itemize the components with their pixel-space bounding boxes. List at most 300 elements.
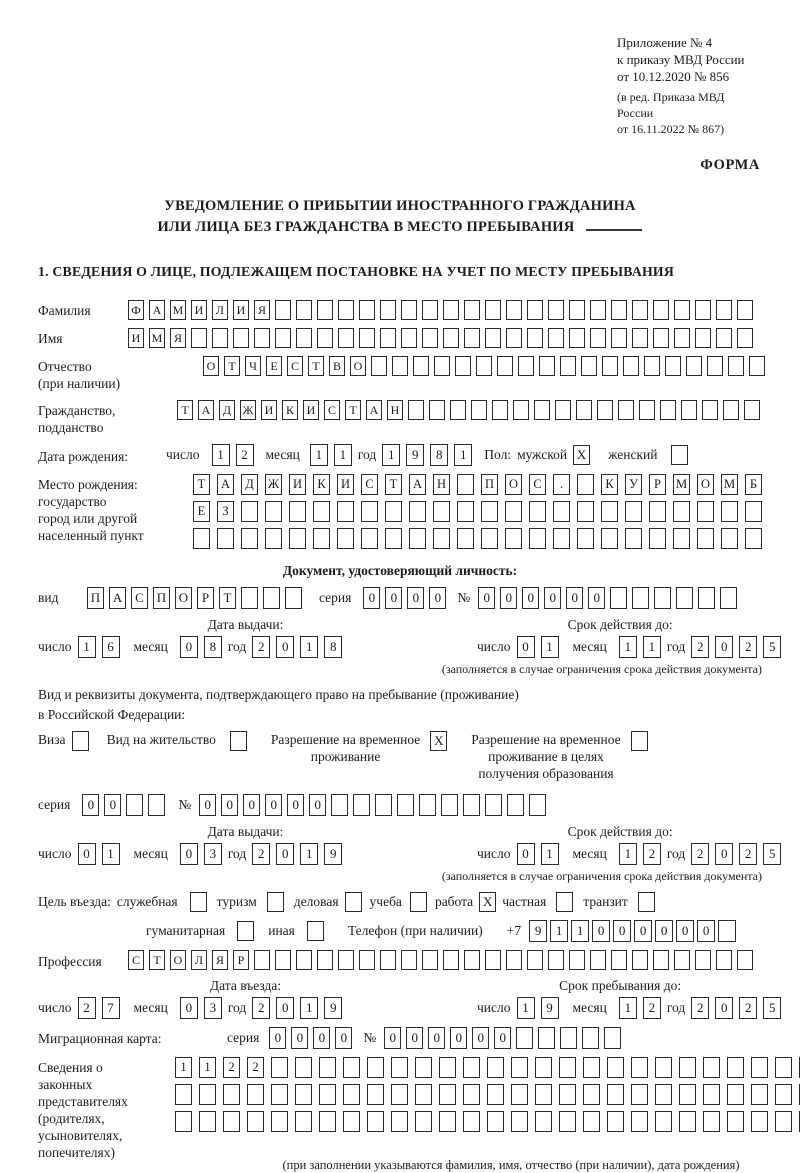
profession-cells[interactable] <box>128 950 758 970</box>
char-cell[interactable]: 0 <box>78 843 96 865</box>
char-cell[interactable] <box>419 794 436 816</box>
char-cell[interactable] <box>721 528 738 549</box>
char-cell[interactable] <box>464 950 480 970</box>
char-cell[interactable]: 0 <box>715 843 733 865</box>
char-cell[interactable]: 1 <box>454 444 472 466</box>
char-cell[interactable] <box>275 950 291 970</box>
char-cell[interactable]: А <box>217 474 234 495</box>
char-cell[interactable] <box>485 950 501 970</box>
char-cell[interactable]: 0 <box>276 636 294 658</box>
char-cell[interactable]: М <box>170 300 186 320</box>
char-cell[interactable]: С <box>131 587 148 609</box>
char-cell[interactable] <box>625 528 642 549</box>
residence-valid-day-cells[interactable] <box>517 843 565 865</box>
char-cell[interactable] <box>660 400 676 420</box>
doc-series-cells[interactable] <box>363 587 451 609</box>
char-cell[interactable] <box>576 400 592 420</box>
char-cell[interactable]: К <box>601 474 618 495</box>
char-cell[interactable]: 1 <box>517 997 535 1019</box>
char-cell[interactable] <box>555 400 571 420</box>
char-cell[interactable] <box>695 328 711 348</box>
char-cell[interactable] <box>727 1111 744 1132</box>
char-cell[interactable]: 0 <box>406 1027 423 1049</box>
char-cell[interactable] <box>695 300 711 320</box>
char-cell[interactable] <box>463 1057 480 1078</box>
char-cell[interactable] <box>655 1111 672 1132</box>
char-cell[interactable] <box>559 1057 576 1078</box>
char-cell[interactable] <box>429 400 445 420</box>
purpose-tourism-checkbox[interactable] <box>267 892 284 912</box>
char-cell[interactable] <box>679 1057 696 1078</box>
identity-issue-day-cells[interactable] <box>78 636 126 658</box>
char-cell[interactable] <box>527 300 543 320</box>
surname-cells[interactable] <box>128 300 758 320</box>
char-cell[interactable]: И <box>128 328 144 348</box>
char-cell[interactable]: 0 <box>385 587 402 609</box>
char-cell[interactable]: 0 <box>243 794 260 816</box>
char-cell[interactable]: Д <box>241 474 258 495</box>
entry-day-cells[interactable] <box>78 997 126 1019</box>
char-cell[interactable]: 9 <box>406 444 424 466</box>
char-cell[interactable] <box>590 300 606 320</box>
char-cell[interactable]: 0 <box>384 1027 401 1049</box>
char-cell[interactable] <box>338 950 354 970</box>
char-cell[interactable] <box>548 300 564 320</box>
char-cell[interactable]: 0 <box>221 794 238 816</box>
char-cell[interactable] <box>655 1084 672 1105</box>
char-cell[interactable] <box>632 328 648 348</box>
char-cell[interactable]: 0 <box>291 1027 308 1049</box>
char-cell[interactable] <box>703 1111 720 1132</box>
char-cell[interactable] <box>457 528 474 549</box>
char-cell[interactable] <box>590 950 606 970</box>
char-cell[interactable] <box>577 474 594 495</box>
char-cell[interactable]: 1 <box>541 843 559 865</box>
residence-permit-checkbox[interactable] <box>230 731 247 751</box>
char-cell[interactable] <box>698 587 715 609</box>
char-cell[interactable]: 1 <box>300 997 318 1019</box>
char-cell[interactable] <box>718 920 736 942</box>
char-cell[interactable]: 2 <box>643 997 661 1019</box>
char-cell[interactable] <box>569 950 585 970</box>
char-cell[interactable] <box>751 1111 768 1132</box>
char-cell[interactable]: 2 <box>691 843 709 865</box>
representatives-cells-line1[interactable] <box>175 1057 800 1078</box>
char-cell[interactable] <box>175 1111 192 1132</box>
char-cell[interactable] <box>223 1084 240 1105</box>
char-cell[interactable]: 0 <box>522 587 539 609</box>
char-cell[interactable]: О <box>697 474 714 495</box>
char-cell[interactable] <box>380 950 396 970</box>
char-cell[interactable]: 0 <box>450 1027 467 1049</box>
char-cell[interactable]: 2 <box>247 1057 264 1078</box>
char-cell[interactable]: С <box>529 474 546 495</box>
char-cell[interactable] <box>271 1084 288 1105</box>
char-cell[interactable]: 0 <box>592 920 610 942</box>
char-cell[interactable] <box>553 528 570 549</box>
char-cell[interactable] <box>476 356 492 376</box>
char-cell[interactable]: 1 <box>619 636 637 658</box>
char-cell[interactable]: 1 <box>643 636 661 658</box>
char-cell[interactable] <box>775 1084 792 1105</box>
char-cell[interactable]: Я <box>170 328 186 348</box>
char-cell[interactable] <box>367 1111 384 1132</box>
char-cell[interactable] <box>655 1057 672 1078</box>
char-cell[interactable] <box>271 1111 288 1132</box>
char-cell[interactable] <box>391 1057 408 1078</box>
char-cell[interactable]: 1 <box>300 843 318 865</box>
char-cell[interactable] <box>673 528 690 549</box>
char-cell[interactable] <box>296 950 312 970</box>
char-cell[interactable] <box>676 587 693 609</box>
residence-issue-year-cells[interactable] <box>252 843 348 865</box>
char-cell[interactable] <box>409 501 426 522</box>
char-cell[interactable] <box>737 950 753 970</box>
char-cell[interactable] <box>367 1057 384 1078</box>
char-cell[interactable]: 0 <box>472 1027 489 1049</box>
char-cell[interactable]: 8 <box>324 636 342 658</box>
char-cell[interactable]: 0 <box>478 587 495 609</box>
char-cell[interactable]: Т <box>219 587 236 609</box>
char-cell[interactable] <box>560 356 576 376</box>
char-cell[interactable] <box>745 501 762 522</box>
char-cell[interactable] <box>618 400 634 420</box>
char-cell[interactable] <box>631 1111 648 1132</box>
char-cell[interactable] <box>497 356 513 376</box>
char-cell[interactable]: 2 <box>739 843 757 865</box>
char-cell[interactable]: И <box>337 474 354 495</box>
char-cell[interactable]: 0 <box>634 920 652 942</box>
char-cell[interactable] <box>434 356 450 376</box>
char-cell[interactable] <box>457 501 474 522</box>
char-cell[interactable]: 6 <box>102 636 120 658</box>
char-cell[interactable] <box>422 328 438 348</box>
birth-place-cells-line1[interactable] <box>193 474 769 495</box>
char-cell[interactable] <box>529 794 546 816</box>
purpose-business-checkbox[interactable] <box>345 892 362 912</box>
char-cell[interactable]: Д <box>219 400 235 420</box>
representatives-cells-line3[interactable] <box>175 1111 800 1132</box>
char-cell[interactable] <box>505 501 522 522</box>
purpose-humanitarian-checkbox[interactable] <box>237 921 254 941</box>
char-cell[interactable] <box>401 300 417 320</box>
char-cell[interactable]: 1 <box>175 1057 192 1078</box>
char-cell[interactable]: Т <box>308 356 324 376</box>
char-cell[interactable] <box>527 950 543 970</box>
char-cell[interactable] <box>433 501 450 522</box>
char-cell[interactable]: И <box>191 300 207 320</box>
char-cell[interactable]: Ч <box>245 356 261 376</box>
char-cell[interactable] <box>506 950 522 970</box>
char-cell[interactable]: 0 <box>655 920 673 942</box>
char-cell[interactable] <box>401 950 417 970</box>
char-cell[interactable]: 0 <box>428 1027 445 1049</box>
char-cell[interactable]: Р <box>649 474 666 495</box>
char-cell[interactable] <box>485 328 501 348</box>
representatives-cells-line2[interactable] <box>175 1084 800 1105</box>
char-cell[interactable] <box>581 356 597 376</box>
char-cell[interactable] <box>686 356 702 376</box>
char-cell[interactable] <box>391 1111 408 1132</box>
purpose-other-checkbox[interactable] <box>307 921 324 941</box>
char-cell[interactable] <box>319 1111 336 1132</box>
char-cell[interactable] <box>639 400 655 420</box>
char-cell[interactable] <box>665 356 681 376</box>
birth-year-cells[interactable] <box>382 444 478 466</box>
char-cell[interactable]: А <box>366 400 382 420</box>
char-cell[interactable] <box>625 501 642 522</box>
char-cell[interactable]: И <box>233 300 249 320</box>
char-cell[interactable] <box>199 1111 216 1132</box>
char-cell[interactable] <box>516 1027 533 1049</box>
char-cell[interactable] <box>471 400 487 420</box>
char-cell[interactable] <box>611 300 627 320</box>
char-cell[interactable]: О <box>350 356 366 376</box>
char-cell[interactable] <box>359 300 375 320</box>
char-cell[interactable]: 0 <box>544 587 561 609</box>
char-cell[interactable]: 0 <box>199 794 216 816</box>
char-cell[interactable] <box>317 328 333 348</box>
char-cell[interactable]: Ж <box>240 400 256 420</box>
char-cell[interactable]: Б <box>745 474 762 495</box>
char-cell[interactable]: 0 <box>494 1027 511 1049</box>
char-cell[interactable]: О <box>505 474 522 495</box>
char-cell[interactable]: 1 <box>212 444 230 466</box>
char-cell[interactable] <box>485 794 502 816</box>
char-cell[interactable]: 0 <box>566 587 583 609</box>
char-cell[interactable] <box>275 328 291 348</box>
char-cell[interactable]: 1 <box>382 444 400 466</box>
char-cell[interactable] <box>265 501 282 522</box>
char-cell[interactable] <box>553 501 570 522</box>
char-cell[interactable]: 8 <box>204 636 222 658</box>
char-cell[interactable] <box>439 1111 456 1132</box>
char-cell[interactable]: И <box>261 400 277 420</box>
char-cell[interactable]: К <box>313 474 330 495</box>
char-cell[interactable]: 1 <box>571 920 589 942</box>
char-cell[interactable]: 0 <box>429 587 446 609</box>
char-cell[interactable]: П <box>481 474 498 495</box>
char-cell[interactable] <box>644 356 660 376</box>
char-cell[interactable]: П <box>87 587 104 609</box>
char-cell[interactable] <box>679 1111 696 1132</box>
migration-series-cells[interactable] <box>269 1027 357 1049</box>
char-cell[interactable]: 0 <box>407 587 424 609</box>
char-cell[interactable]: Н <box>387 400 403 420</box>
char-cell[interactable]: А <box>198 400 214 420</box>
char-cell[interactable] <box>233 328 249 348</box>
char-cell[interactable]: 1 <box>541 636 559 658</box>
char-cell[interactable] <box>313 528 330 549</box>
char-cell[interactable]: 2 <box>252 636 270 658</box>
char-cell[interactable] <box>679 1084 696 1105</box>
char-cell[interactable] <box>548 328 564 348</box>
char-cell[interactable] <box>577 528 594 549</box>
char-cell[interactable] <box>371 356 387 376</box>
char-cell[interactable] <box>674 328 690 348</box>
char-cell[interactable]: 0 <box>276 997 294 1019</box>
char-cell[interactable]: 0 <box>363 587 380 609</box>
char-cell[interactable]: . <box>553 474 570 495</box>
char-cell[interactable] <box>577 501 594 522</box>
char-cell[interactable] <box>582 1027 599 1049</box>
char-cell[interactable] <box>559 1111 576 1132</box>
char-cell[interactable]: 0 <box>313 1027 330 1049</box>
doc-number-cells[interactable] <box>478 587 742 609</box>
char-cell[interactable] <box>337 528 354 549</box>
char-cell[interactable] <box>697 528 714 549</box>
stay-month-cells[interactable] <box>619 997 667 1019</box>
char-cell[interactable] <box>649 501 666 522</box>
char-cell[interactable]: 2 <box>236 444 254 466</box>
char-cell[interactable]: 0 <box>276 843 294 865</box>
char-cell[interactable]: Е <box>193 501 210 522</box>
char-cell[interactable] <box>703 1057 720 1078</box>
char-cell[interactable] <box>569 328 585 348</box>
char-cell[interactable] <box>590 328 606 348</box>
char-cell[interactable]: 0 <box>613 920 631 942</box>
char-cell[interactable] <box>485 300 501 320</box>
char-cell[interactable]: М <box>673 474 690 495</box>
char-cell[interactable] <box>361 501 378 522</box>
char-cell[interactable]: 0 <box>104 794 121 816</box>
char-cell[interactable] <box>392 356 408 376</box>
char-cell[interactable] <box>380 300 396 320</box>
purpose-study-checkbox[interactable] <box>410 892 427 912</box>
char-cell[interactable] <box>391 1084 408 1105</box>
identity-valid-year-cells[interactable] <box>691 636 787 658</box>
char-cell[interactable]: Р <box>233 950 249 970</box>
char-cell[interactable]: 5 <box>763 636 781 658</box>
temporary-residence-checkbox[interactable]: X <box>430 731 447 751</box>
char-cell[interactable] <box>487 1057 504 1078</box>
char-cell[interactable]: 0 <box>517 843 535 865</box>
residence-series-cells[interactable] <box>82 794 170 816</box>
char-cell[interactable] <box>673 501 690 522</box>
char-cell[interactable]: 0 <box>82 794 99 816</box>
char-cell[interactable] <box>285 587 302 609</box>
stay-day-cells[interactable] <box>517 997 565 1019</box>
char-cell[interactable] <box>511 1111 528 1132</box>
char-cell[interactable] <box>375 794 392 816</box>
char-cell[interactable]: Н <box>433 474 450 495</box>
char-cell[interactable]: 1 <box>102 843 120 865</box>
char-cell[interactable] <box>295 1057 312 1078</box>
char-cell[interactable] <box>775 1057 792 1078</box>
char-cell[interactable] <box>604 1027 621 1049</box>
char-cell[interactable] <box>385 528 402 549</box>
char-cell[interactable]: 3 <box>204 997 222 1019</box>
char-cell[interactable] <box>457 474 474 495</box>
char-cell[interactable]: П <box>153 587 170 609</box>
purpose-transit-checkbox[interactable] <box>638 892 655 912</box>
char-cell[interactable] <box>535 1111 552 1132</box>
char-cell[interactable]: 0 <box>715 636 733 658</box>
char-cell[interactable] <box>275 300 291 320</box>
char-cell[interactable]: И <box>303 400 319 420</box>
char-cell[interactable]: В <box>329 356 345 376</box>
char-cell[interactable] <box>265 528 282 549</box>
char-cell[interactable] <box>126 794 143 816</box>
char-cell[interactable] <box>511 1057 528 1078</box>
identity-valid-month-cells[interactable] <box>619 636 667 658</box>
char-cell[interactable] <box>359 328 375 348</box>
char-cell[interactable] <box>653 300 669 320</box>
char-cell[interactable] <box>583 1111 600 1132</box>
char-cell[interactable] <box>433 528 450 549</box>
char-cell[interactable] <box>463 1111 480 1132</box>
char-cell[interactable] <box>487 1111 504 1132</box>
char-cell[interactable] <box>193 528 210 549</box>
char-cell[interactable] <box>597 400 613 420</box>
char-cell[interactable] <box>463 794 480 816</box>
temporary-residence-education-checkbox[interactable] <box>631 731 648 751</box>
char-cell[interactable] <box>413 356 429 376</box>
char-cell[interactable]: 1 <box>619 997 637 1019</box>
char-cell[interactable]: 1 <box>300 636 318 658</box>
char-cell[interactable]: 2 <box>643 843 661 865</box>
char-cell[interactable]: 0 <box>517 636 535 658</box>
char-cell[interactable] <box>674 300 690 320</box>
char-cell[interactable]: Т <box>177 400 193 420</box>
char-cell[interactable] <box>247 1084 264 1105</box>
given-name-cells[interactable] <box>128 328 758 348</box>
char-cell[interactable] <box>241 528 258 549</box>
char-cell[interactable] <box>751 1084 768 1105</box>
char-cell[interactable] <box>212 328 228 348</box>
char-cell[interactable] <box>716 950 732 970</box>
char-cell[interactable] <box>559 1084 576 1105</box>
char-cell[interactable] <box>751 1057 768 1078</box>
char-cell[interactable]: 9 <box>529 920 547 942</box>
char-cell[interactable] <box>296 300 312 320</box>
char-cell[interactable] <box>199 1084 216 1105</box>
char-cell[interactable] <box>409 528 426 549</box>
char-cell[interactable] <box>702 400 718 420</box>
char-cell[interactable]: 2 <box>691 997 709 1019</box>
char-cell[interactable] <box>611 950 627 970</box>
char-cell[interactable] <box>623 356 639 376</box>
char-cell[interactable] <box>697 501 714 522</box>
char-cell[interactable] <box>601 501 618 522</box>
char-cell[interactable]: 5 <box>763 843 781 865</box>
char-cell[interactable] <box>397 794 414 816</box>
char-cell[interactable] <box>338 328 354 348</box>
char-cell[interactable] <box>175 1084 192 1105</box>
char-cell[interactable] <box>653 328 669 348</box>
char-cell[interactable]: Т <box>193 474 210 495</box>
char-cell[interactable]: 0 <box>588 587 605 609</box>
char-cell[interactable] <box>317 950 333 970</box>
char-cell[interactable] <box>716 328 732 348</box>
char-cell[interactable] <box>749 356 765 376</box>
char-cell[interactable] <box>744 400 760 420</box>
char-cell[interactable] <box>359 950 375 970</box>
char-cell[interactable] <box>695 950 711 970</box>
char-cell[interactable] <box>487 1084 504 1105</box>
char-cell[interactable]: М <box>721 474 738 495</box>
char-cell[interactable] <box>380 328 396 348</box>
char-cell[interactable] <box>492 400 508 420</box>
patronymic-cells[interactable] <box>203 356 770 376</box>
char-cell[interactable]: 2 <box>223 1057 240 1078</box>
birth-place-cells-line2[interactable] <box>193 501 769 522</box>
char-cell[interactable]: С <box>324 400 340 420</box>
char-cell[interactable] <box>723 400 739 420</box>
char-cell[interactable] <box>254 950 270 970</box>
char-cell[interactable] <box>534 400 550 420</box>
char-cell[interactable] <box>443 950 459 970</box>
